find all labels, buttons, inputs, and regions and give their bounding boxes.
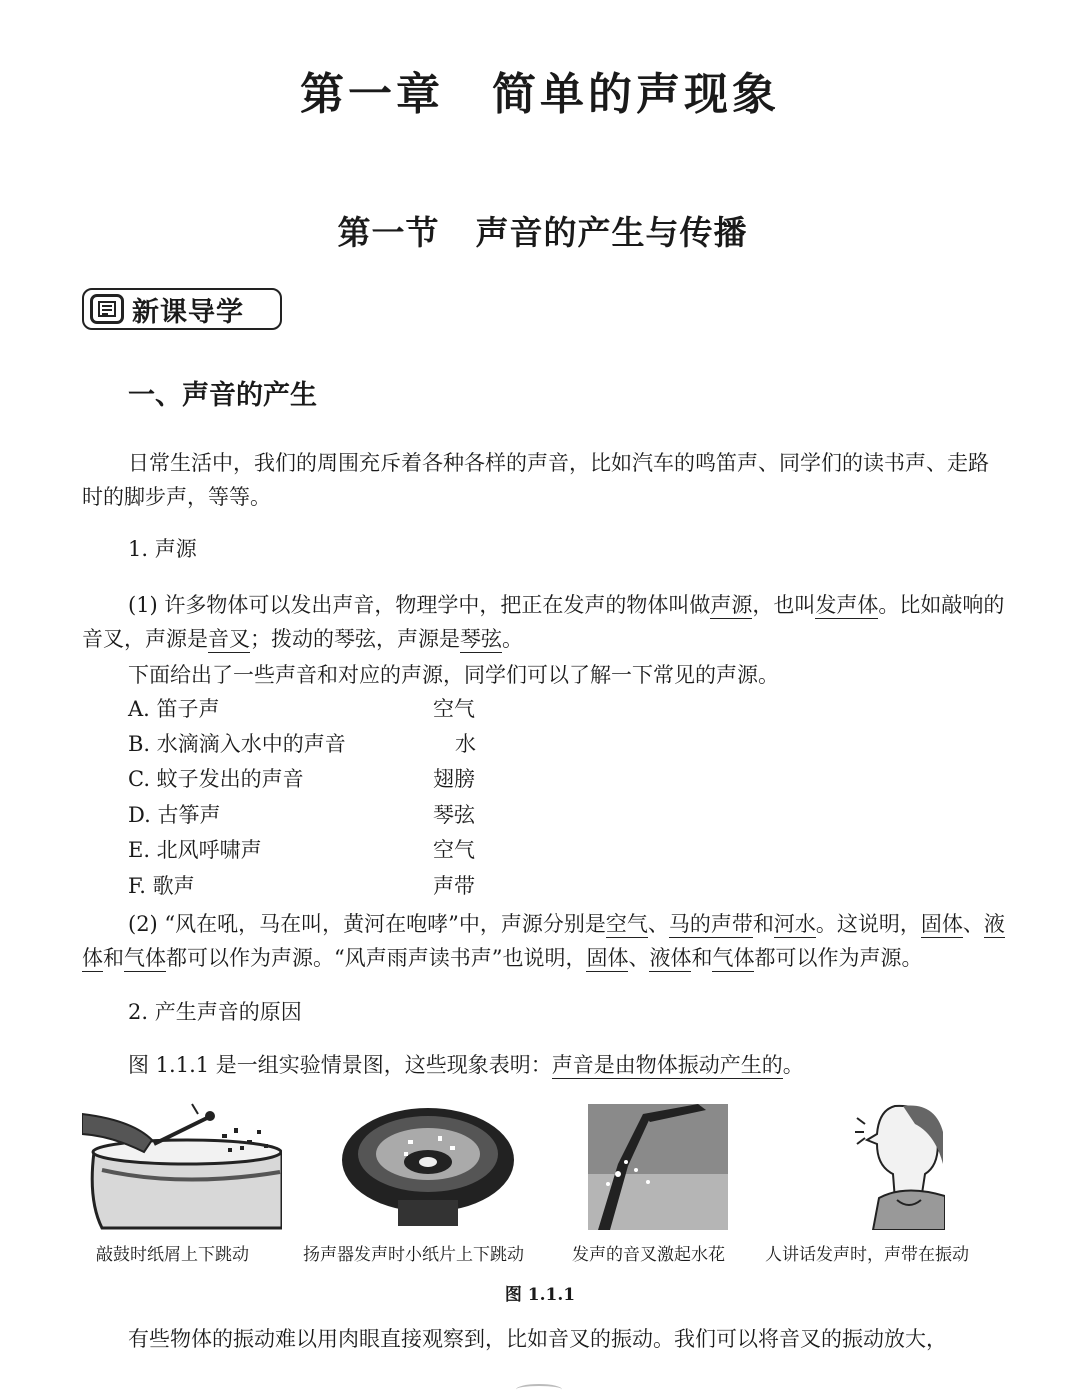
page-edge-mark — [516, 1384, 562, 1395]
figure-caption: 发声的音叉激起水花 — [572, 1245, 725, 1265]
vibration-paragraph: 图 1.1.1 是一组实验情景图，这些现象表明：声音是由物体振动产生的。 — [128, 1053, 804, 1077]
answer-blank: 音叉 — [208, 627, 250, 651]
item-2-title: 2. 产生声音的原因 — [128, 1000, 302, 1024]
answer-blank: 固体 — [586, 946, 629, 970]
list-intro: 下面给出了一些声音和对应的声源，同学们可以了解一下常见的声源。 — [128, 663, 779, 687]
answer-blank: 发声体 — [815, 593, 879, 617]
answer-blank: 河水 — [773, 912, 816, 936]
section-title — [0, 207, 1080, 254]
badge-label: 新课导学 — [132, 296, 244, 328]
lesson-badge — [82, 288, 282, 330]
figure-caption: 扬声器发声时小纸片上下跳动 — [303, 1245, 524, 1265]
figure-caption: 敲鼓时纸屑上下跳动 — [96, 1245, 249, 1265]
figure-caption: 人讲话发声时，声带在振动 — [765, 1245, 969, 1265]
intro-paragraph: 日常生活中，我们的周围充斥着各种各样的声音，比如汽车的鸣笛声、同学们的读书声、走路时的脚步声，等等。 — [82, 451, 989, 509]
subsection-heading: 一、声音的产生 — [128, 380, 317, 411]
answer-blank: 气体 — [712, 946, 755, 970]
list-item: F. 歌声 声带 — [128, 874, 475, 898]
tuning-fork-icon — [588, 1104, 728, 1230]
section-name: 声音的产生与传播 — [475, 213, 748, 252]
item-1-title: 1. 声源 — [128, 537, 197, 561]
document-icon — [90, 294, 124, 324]
answer-blank: 空气 — [605, 912, 648, 936]
sound-source-paragraph: (1) 许多物体可以发出声音，物理学中，把正在发声的物体叫做声源，也叫发声体。比如敲响的音叉，声源是音叉；拨动的琴弦，声源是琴弦。 — [82, 593, 1005, 651]
answer-blank: 液体 — [82, 912, 1005, 970]
closing-paragraph: 有些物体的振动难以用肉眼直接观察到，比如音叉的振动。我们可以将音叉的振动放大， — [128, 1327, 947, 1351]
answer-blank: 液体 — [649, 946, 692, 970]
drum-icon — [82, 1100, 282, 1230]
answer-blank: 气体 — [124, 946, 166, 970]
answer-blank: 琴弦 — [460, 627, 502, 651]
answer-blank: 马的声带 — [668, 912, 753, 936]
figure-label: 图 1.1.1 — [504, 1285, 576, 1305]
chapter-name: 简单的声现象 — [492, 69, 780, 120]
list-item: A. 笛子声 空气 — [128, 697, 475, 721]
wind-horse-paragraph: (2) “风在吼，马在叫，黄河在咆哮”中，声源分别是空气、马的声带和河水。这说明，固体、液体和气体都可以作为声源。“风声雨声读书声”也说明，固体、液体和气体都可以作为声源。 — [82, 912, 1005, 970]
list-item: B. 水滴滴入水中的声音 水 — [128, 732, 476, 756]
section-number: 第一节 — [337, 213, 440, 252]
chapter-title — [0, 58, 1080, 122]
speaker-icon — [338, 1102, 518, 1230]
answer-blank: 声音是由物体振动产生的 — [551, 1053, 783, 1077]
list-item: E. 北风呼啸声 空气 — [128, 838, 475, 862]
answer-blank: 声源 — [710, 593, 753, 617]
list-item: C. 蚊子发出的声音 翅膀 — [128, 767, 475, 791]
answer-blank: 固体 — [920, 912, 963, 936]
chapter-number: 第一章 — [300, 69, 444, 120]
person-speaking-icon — [855, 1104, 945, 1230]
list-item: D. 古筝声 琴弦 — [128, 803, 475, 827]
